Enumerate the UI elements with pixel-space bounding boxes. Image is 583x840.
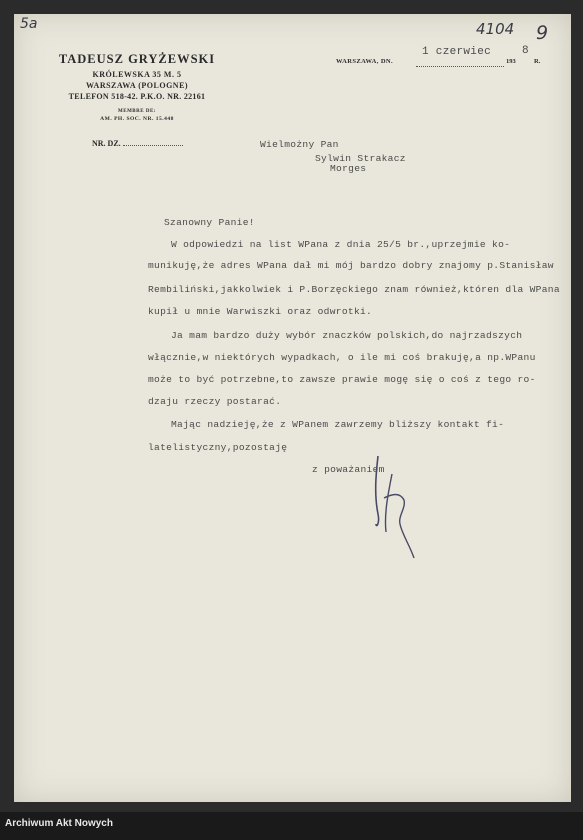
dateline-suffix: R. [534,58,541,65]
ref-dotted-line [123,145,183,146]
signature [370,454,430,564]
body-line: kupił u mnie Warwiszki oraz odwrotki. [148,306,373,317]
body-line: Mając nadzieję,że z WPanem zawrzemy bliższy kontakt fi- [171,419,505,430]
body-line: latelistyczny,pozostaję [148,442,288,453]
body-line: W odpowiedzi na list WPana z dnia 25/5 br.,uprzejmie ko- [171,239,511,250]
dateline-day-month: 1 czerwiec [422,46,492,58]
letterhead-membre: MEMBRE DE: [118,109,156,114]
archive-label: Archiwum Akt Nowych [5,818,113,829]
body-line: może to być potrzebne,to zawsze prawie mogę się o coś z tego ro- [148,374,536,385]
closing: z poważaniem [312,464,385,475]
archive-number: 4104 [476,20,515,38]
archive-mark-top-left: 5a [20,16,38,32]
letterhead-city: WARSZAWA (POLOGNE) [85,81,189,90]
recipient-line-2: Sylwin Strakacz [315,153,406,164]
letterhead-ref [92,139,183,148]
body-line: włącznie,w niektórych wypadkach, o ile mi coś brakuję,a np.WPanu [148,352,536,363]
recipient-line-1: Wielmożny Pan [260,139,339,150]
recipient-line-3: Morges [330,163,367,174]
ref-label: NR. DZ. [92,139,121,148]
body-line: munikuję,że adres WPana dał mi mój bardzo dobry znajomy p.Stanisław [148,260,554,271]
body-line: Ja mam bardzo duży wybór znaczków polskich,do najrzadszych [171,330,523,341]
letter-page [14,14,571,802]
letterhead-street: KRÓLEWSKA 35 M. 5 [92,70,182,79]
letterhead-name: TADEUSZ GRYŻEWSKI [58,52,216,66]
salutation: Szanowny Panie! [164,217,255,228]
archive-digit: 9 [536,22,549,44]
body-line: dzaju rzeczy postarać. [148,396,282,407]
dateline-year-digit: 8 [522,45,529,57]
dateline-prefix: WARSZAWA, DN. [336,58,394,65]
dateline-year-prefix: 193 [506,58,516,65]
dateline-dotted [416,58,504,67]
letterhead-society: AM. PH. SOC. NR. 15.448 [100,116,174,122]
letterhead [32,52,242,122]
archive-footer [0,812,583,840]
body-line: Rembiliński,jakkolwiek i P.Borzęckiego znam również,któren dla WPana [148,284,560,295]
letterhead-phone: TELEFON 518-42. P.K.O. NR. 22161 [68,92,206,101]
